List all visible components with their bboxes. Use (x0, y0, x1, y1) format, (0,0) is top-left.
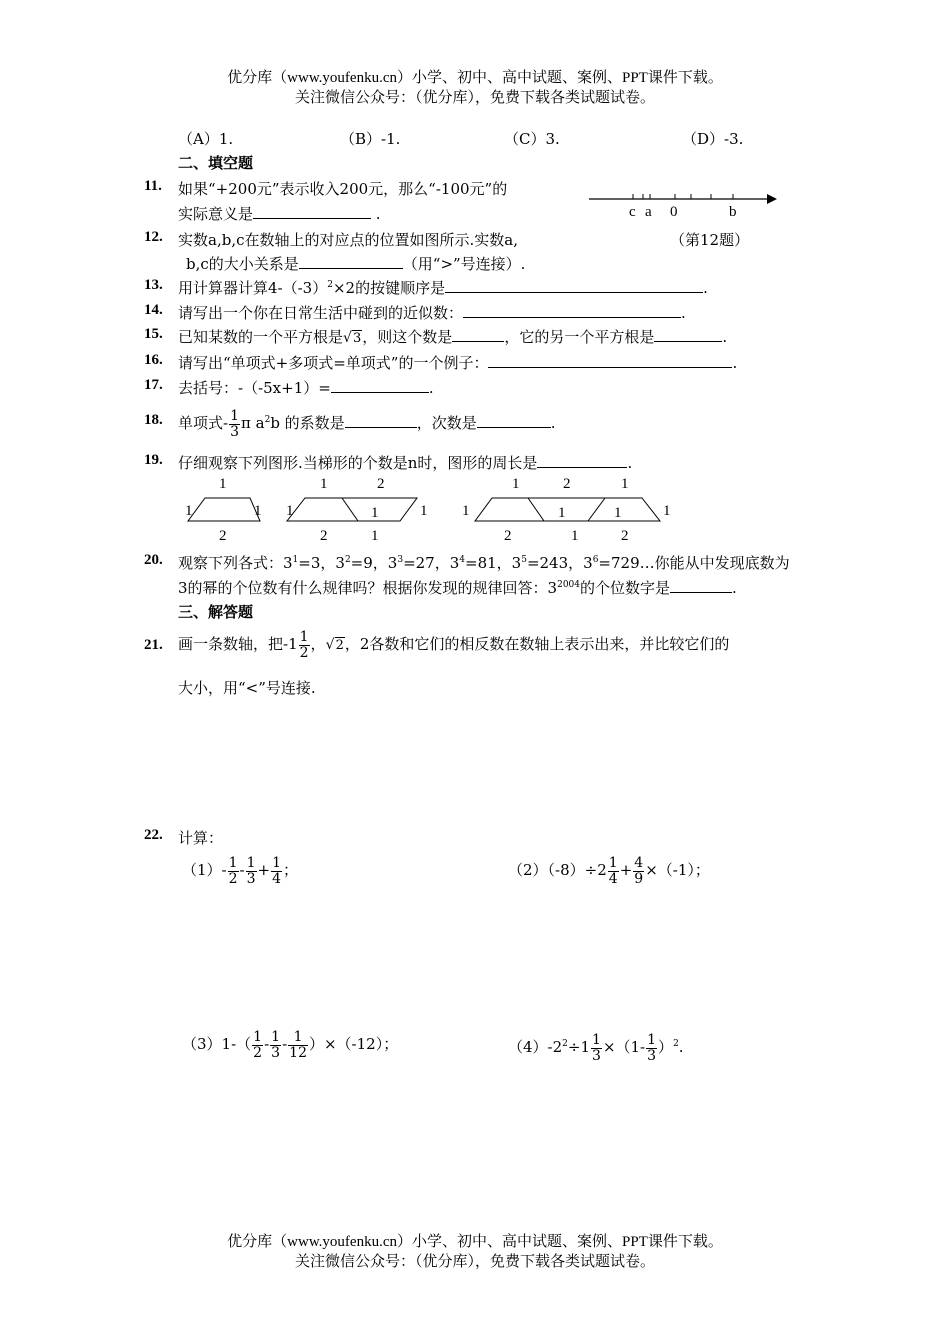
question-number: 20. (144, 552, 163, 568)
text-span: =3，3 (298, 554, 345, 572)
text-span: ×（1- (602, 1038, 646, 1056)
text-span: b,c的大小关系是 (186, 255, 299, 273)
question-number: 11. (144, 178, 162, 194)
answer-blank[interactable] (654, 327, 722, 342)
question-text (178, 577, 737, 598)
trap-label: 1 (371, 528, 379, 544)
fraction (591, 1033, 602, 1064)
numerator: 1 (230, 407, 239, 424)
text-span: . (375, 205, 381, 223)
text-span: . (627, 454, 633, 472)
question-text: 计算： (178, 829, 224, 847)
numerator: 1 (299, 628, 309, 645)
section-title-fill-in: 二、填空题 (178, 154, 254, 172)
text-span: π a (241, 414, 265, 432)
answer-blank[interactable] (452, 327, 504, 342)
denominator: 9 (634, 870, 644, 887)
trap-label: 1 (462, 503, 470, 519)
option-c: （C）3. (504, 130, 560, 148)
fraction (246, 856, 257, 887)
fraction (228, 856, 239, 887)
exponent: 5 (521, 555, 527, 565)
text-span: 画一条数轴，把-1 (178, 635, 298, 653)
text-span: b 的系数是 (270, 414, 345, 432)
question-text (178, 452, 632, 473)
text-span: ）×（-12）； (308, 1035, 399, 1053)
figure-caption: （第12题） (670, 231, 750, 249)
divider (528, 498, 544, 521)
text-span: . (681, 304, 686, 322)
denominator: 2 (253, 1044, 263, 1061)
text-span: . (428, 379, 434, 397)
trap-label: 1 (512, 476, 520, 492)
text-span: ×（-1）； (645, 861, 710, 879)
header-line-2: 关注微信公众号：（优分库），免费下载各类试题试卷。 (294, 90, 655, 106)
exponent: 3 (397, 555, 404, 565)
question-number: 12. (144, 229, 163, 245)
trap-label: 1 (558, 505, 566, 521)
text-span: =9，3 (350, 554, 398, 572)
fraction (252, 1030, 263, 1061)
fraction (608, 856, 619, 887)
question-text: 如果“+200元”表示收入200元，那么“-100元”的 (178, 180, 508, 198)
text-span: （2）（-8）÷2 (508, 861, 607, 879)
answer-blank[interactable] (463, 303, 681, 318)
text-span: （4）-2 (508, 1038, 563, 1056)
question-text (178, 402, 555, 441)
question-text (178, 626, 729, 664)
denominator: 4 (608, 870, 618, 887)
question-number: 16. (144, 352, 163, 368)
divider (588, 498, 605, 521)
text-span: ×2的按键顺序是 (332, 279, 446, 297)
fraction (270, 1030, 281, 1061)
numerator: 4 (634, 854, 644, 871)
divider (342, 498, 358, 521)
denominator: 3 (246, 870, 256, 887)
answer-blank[interactable] (331, 378, 429, 393)
question-number: 21. (144, 637, 163, 653)
subproblem-3 (182, 1024, 398, 1064)
trap-label: 2 (219, 528, 227, 544)
trapezoid-triple (475, 498, 660, 521)
subproblem-4 (508, 1024, 684, 1067)
answer-blank[interactable] (445, 278, 703, 293)
text-span: =27，3 (403, 554, 460, 572)
text-span: . (703, 279, 708, 297)
text-span: 请写出“单项式+多项式=单项式”的一个例子： (178, 354, 489, 372)
question-number: 15. (144, 326, 163, 342)
trap-label: 1 (571, 528, 579, 544)
text-span: 单项式- (178, 414, 229, 432)
question-text (178, 552, 790, 573)
trap-label: 2 (504, 528, 512, 544)
text-span: 观察下列各式：3 (178, 554, 293, 572)
exponent: 4 (459, 555, 465, 565)
trap-label: 1 (185, 503, 193, 519)
text-span: （3）1-（ (182, 1035, 252, 1053)
numerator: 1 (647, 1031, 657, 1048)
exponent: 1 (292, 555, 299, 565)
denominator: 4 (272, 870, 282, 887)
text-span: - (264, 1035, 270, 1053)
question-text (178, 377, 434, 398)
exponent: 2 (327, 280, 333, 290)
question-number: 14. (144, 302, 163, 318)
text-span: ） (658, 1038, 674, 1056)
text-span: ，次数是 (416, 414, 477, 432)
exponent: 2 (673, 1039, 679, 1049)
trap-label: 1 (320, 476, 328, 492)
question-text (178, 352, 737, 373)
denominator: 3 (230, 423, 239, 440)
trap-label: 1 (621, 476, 629, 492)
label-c: c (629, 204, 636, 220)
exponent: 2 (264, 415, 271, 425)
question-text (186, 253, 525, 274)
question-number: 19. (144, 452, 163, 468)
arrow-icon (767, 194, 777, 204)
trap-label: 2 (377, 476, 385, 492)
text-span: 的个位数字是 (580, 579, 671, 597)
answer-blank[interactable] (345, 413, 417, 428)
trap-label: 1 (663, 503, 671, 519)
denominator: 3 (647, 1047, 657, 1064)
fraction (633, 856, 644, 887)
text-span: . (732, 579, 737, 597)
answer-blank[interactable] (670, 578, 732, 593)
exponent: 2 (344, 555, 351, 565)
header-line-1: 优分库（www.youfenku.cn）小学、初中、高中试题、案例、PPT课件下载。 (227, 70, 723, 86)
text-span: （用“>”号连接）. (402, 255, 526, 273)
text-span: =729…你能从中发现底数为 (598, 554, 790, 572)
question-text (178, 277, 708, 298)
text-span: =81，3 (465, 554, 522, 572)
text-span: 仔细观察下列图形.当梯形的个数是n时，图形的周长是 (178, 454, 538, 472)
text-span: ，它的另一个平方根是 (504, 328, 655, 346)
label-b: b (729, 204, 737, 220)
trap-label: 1 (614, 505, 622, 521)
trap-label: 1 (254, 503, 262, 519)
text-span: 已知某数的一个平方根是 (178, 328, 344, 346)
numerator: 1 (246, 854, 256, 871)
text-span: 实际意义是 (178, 205, 254, 223)
question-number: 22. (144, 827, 163, 843)
text-span: ÷1 (567, 1038, 591, 1056)
fraction (288, 1030, 308, 1061)
number-line (585, 188, 785, 208)
numerator: 1 (228, 854, 238, 871)
option-b: （B）-1. (340, 130, 401, 148)
text-span: =243，3 (526, 554, 593, 572)
trap-label: 1 (371, 505, 379, 521)
denominator: 3 (592, 1047, 601, 1064)
text-span: 去括号：-（-5x+1）= (178, 379, 331, 397)
text-span: . (678, 1038, 684, 1056)
denominator: 2 (299, 644, 309, 661)
text-span: ； (283, 861, 299, 879)
exponent: 6 (592, 555, 599, 565)
trap-label: 1 (420, 503, 428, 519)
question-text: 实数a,b,c在数轴上的对应点的位置如图所示.实数a, (178, 231, 518, 249)
numerator: 1 (592, 1031, 601, 1048)
text-span: （1）- (182, 861, 227, 879)
footer-line-2: 关注微信公众号：（优分库），免费下载各类试题试卷。 (294, 1254, 655, 1270)
text-span: + (257, 861, 271, 879)
option-d: （D）-3. (682, 130, 744, 148)
numerator: 1 (288, 1030, 308, 1046)
trap-label: 2 (563, 476, 571, 492)
denominator: 2 (228, 870, 238, 887)
label-a: a (645, 204, 652, 220)
trap-label: 2 (320, 528, 328, 544)
text-span: . (722, 328, 728, 346)
text-span: - (239, 861, 245, 879)
text-span: 请写出一个你在日常生活中碰到的近似数： (178, 304, 464, 322)
numerator: 1 (271, 1028, 281, 1045)
subproblem-1 (182, 850, 298, 890)
exponent: 2 (562, 1039, 568, 1049)
answer-blank[interactable] (253, 204, 371, 219)
question-text (178, 302, 686, 323)
option-a: （A）1. (178, 130, 234, 148)
fraction (299, 630, 310, 661)
text-span: + (619, 861, 633, 879)
fraction (271, 856, 282, 887)
trapezoid (188, 498, 260, 521)
trap-label: 1 (219, 476, 227, 492)
text-span: . (550, 414, 556, 432)
fraction (229, 409, 240, 440)
sqrt-expression: √ 2 (325, 637, 344, 653)
text-span: - (282, 1035, 288, 1053)
trapezoid-pair (287, 498, 417, 521)
answer-blank[interactable] (488, 353, 732, 368)
subproblem-2 (508, 850, 710, 890)
question-number: 17. (144, 377, 163, 393)
answer-blank[interactable] (537, 453, 627, 468)
question-text: 大小，用“<”号连接. (178, 679, 316, 697)
denominator: 12 (289, 1044, 307, 1061)
numerator: 1 (272, 854, 282, 871)
text-span: 3的幂的个位数有什么规律吗？根据你发现的规律回答：3 (178, 579, 558, 597)
text-span: ， (310, 635, 326, 653)
footer-line-1: 优分库（www.youfenku.cn）小学、初中、高中试题、案例、PPT课件下载。 (227, 1234, 723, 1250)
text-span: . (732, 354, 738, 372)
numerator: 1 (253, 1028, 263, 1045)
radicand: 2 (335, 638, 344, 653)
numerator: 1 (608, 854, 618, 871)
exponent: 2004 (557, 580, 580, 590)
text-span: 用计算器计算4-（-3） (178, 279, 328, 297)
question-number: 18. (144, 412, 163, 428)
answer-blank[interactable] (477, 413, 551, 428)
denominator: 3 (271, 1044, 281, 1061)
trap-label: 1 (286, 503, 294, 519)
text-span: ，2各数和它们的相反数在数轴上表示出来，并比较它们的 (344, 635, 730, 653)
question-number: 13. (144, 277, 163, 293)
label-zero: 0 (670, 204, 678, 220)
section-title-answer: 三、解答题 (178, 603, 254, 621)
question-text (178, 326, 727, 347)
sqrt-expression: √ 3 (343, 330, 362, 346)
text-span: ，则这个数是 (362, 328, 453, 346)
question-text (178, 203, 381, 224)
answer-blank[interactable] (299, 254, 403, 269)
radicand: 3 (353, 331, 362, 346)
fraction (646, 1033, 657, 1064)
trap-label: 2 (621, 528, 629, 544)
